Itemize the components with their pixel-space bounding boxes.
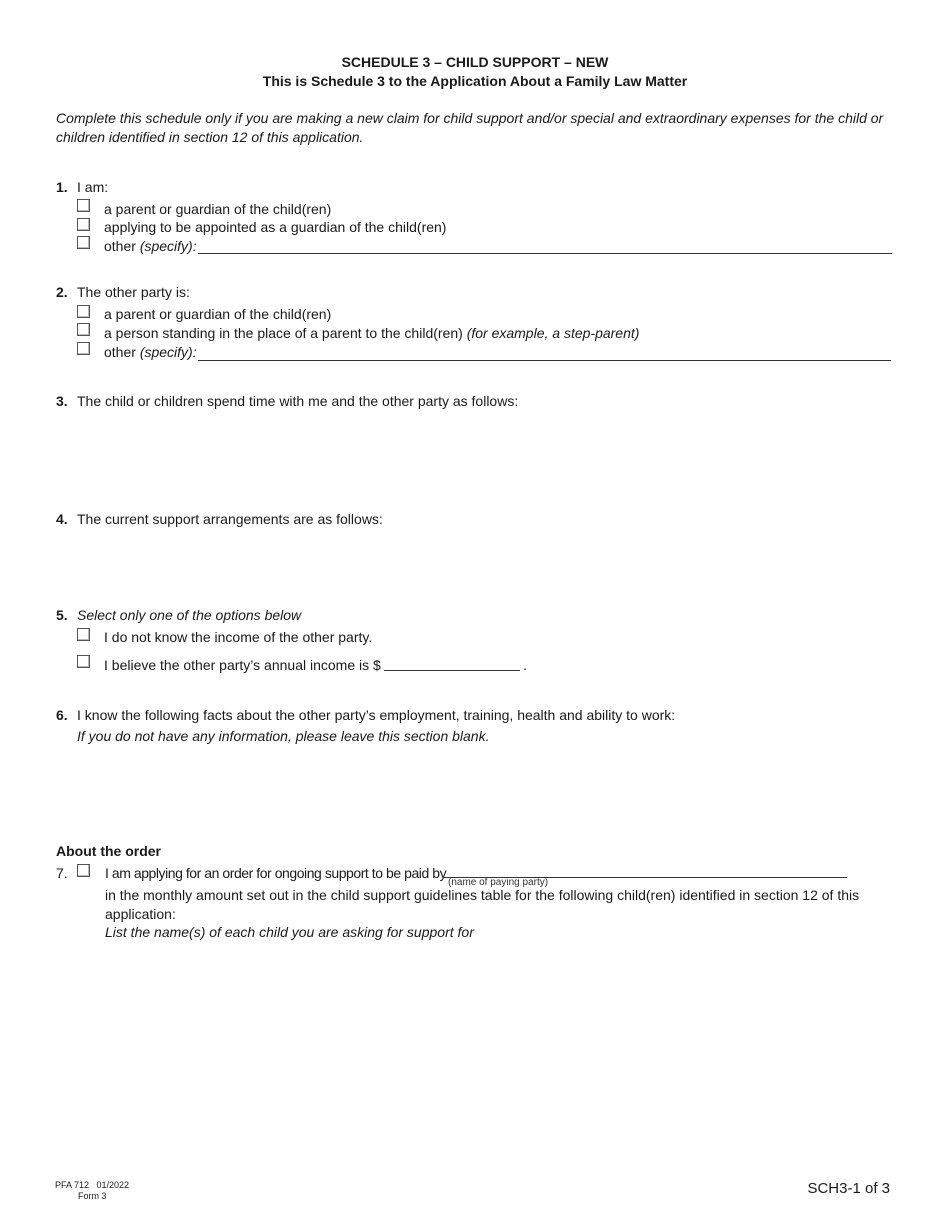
s5-known-income-label: I believe the other party’s annual income is $	[104, 657, 381, 673]
s7-ongoing-support-checkbox[interactable]	[77, 864, 90, 877]
s6-facts-field[interactable]	[77, 748, 892, 828]
s7-children-names-field[interactable]	[105, 946, 892, 1146]
section-7-number: 7.	[56, 865, 68, 881]
section-2-label: The other party is:	[77, 284, 190, 300]
s4-support-arrangements-field[interactable]	[77, 532, 892, 592]
section-1-number: 1.	[56, 179, 68, 195]
s7-order-description-cont: application:	[105, 906, 176, 922]
s7-order-description: in the monthly amount set out in the child support guidelines table for the following child(ren) identified in section 12 of this	[105, 887, 860, 903]
section-6-number: 6.	[56, 707, 68, 723]
section-6-label: I know the following facts about the other party’s employment, training, health and ability to work:	[77, 707, 676, 723]
footer-page-number: SCH3-1 of 3	[807, 1180, 890, 1197]
s2-parent-label: a parent or guardian of the child(ren)	[104, 306, 332, 322]
s2-step-parent-hint: (for example, a step-parent)	[466, 325, 640, 341]
s5-unknown-income-label: I do not know the income of the other party.	[104, 629, 373, 645]
s5-unknown-income-checkbox[interactable]	[77, 628, 90, 641]
s2-other-checkbox[interactable]	[77, 342, 90, 355]
s7-order-label: I am applying for an order for ongoing support to be paid by	[105, 865, 447, 881]
section-4-label: The current support arrangements are as follows:	[77, 511, 383, 527]
footer-form-number: Form 3	[78, 1191, 107, 1201]
s2-parent-checkbox[interactable]	[77, 305, 90, 318]
s1-parent-checkbox[interactable]	[77, 199, 90, 212]
s2-specify-hint: (specify):	[139, 344, 197, 360]
s2-other-label	[104, 344, 197, 360]
s1-other-specify-field[interactable]	[198, 253, 892, 254]
s1-guardian-label: applying to be appointed as a guardian of the child(ren)	[104, 219, 447, 235]
section-3-label: The child or children spend time with me and the other party as follows:	[77, 393, 519, 409]
s5-income-amount-field[interactable]	[384, 670, 520, 671]
section-3-number: 3.	[56, 393, 68, 409]
about-order-heading: About the order	[56, 843, 161, 859]
s2-step-parent-label	[104, 325, 639, 341]
schedule-subtitle: This is Schedule 3 to the Application About a Family Law Matter	[262, 73, 688, 89]
s3-time-arrangements-field[interactable]	[77, 414, 892, 494]
s7-paying-party-caption: (name of paying party)	[448, 877, 549, 888]
section-6-hint: If you do not have any information, please leave this section blank.	[77, 728, 490, 744]
section-5-number: 5.	[56, 607, 68, 623]
s1-guardian-checkbox[interactable]	[77, 218, 90, 231]
section-1-label: I am:	[77, 179, 109, 195]
section-2-number: 2.	[56, 284, 68, 300]
footer-form-code: PFA 712 01/2022	[55, 1180, 130, 1190]
s1-other-text: other	[104, 238, 136, 254]
s5-income-period: .	[523, 657, 527, 673]
s5-known-income-checkbox[interactable]	[77, 655, 90, 668]
s2-step-parent-checkbox[interactable]	[77, 323, 90, 336]
s1-other-checkbox[interactable]	[77, 236, 90, 249]
s7-children-hint: List the name(s) of each child you are asking for support for	[105, 924, 474, 940]
section-5-instruction: Select only one of the options below	[77, 607, 302, 623]
s2-other-text: other	[104, 344, 136, 360]
s2-other-specify-field[interactable]	[198, 360, 891, 361]
schedule-title: SCHEDULE 3 – CHILD SUPPORT – NEW	[341, 54, 609, 70]
s2-step-parent-text: a person standing in the place of a parent to the child(ren)	[104, 325, 463, 341]
section-4-number: 4.	[56, 511, 68, 527]
intro-instructions: Complete this schedule only if you are making a new claim for child support and/or special and extraordinary expenses for the child or children identified in section 12 of this application.	[56, 110, 884, 145]
s1-specify-hint: (specify):	[139, 238, 197, 254]
s1-other-label	[104, 238, 197, 254]
s1-parent-label: a parent or guardian of the child(ren)	[104, 201, 332, 217]
